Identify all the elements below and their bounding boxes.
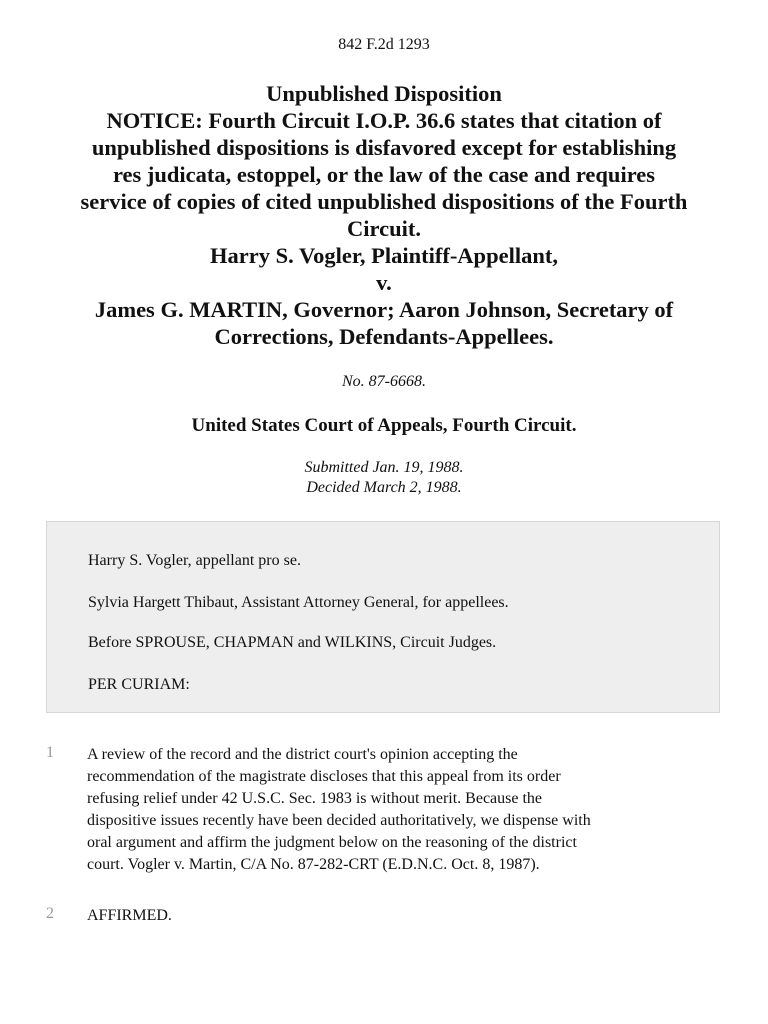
paragraph-line: dispositive issues recently have been decided authoritatively, we dispense with: [87, 812, 591, 829]
case-dates: [0, 458, 768, 498]
paragraph-line: recommendation of the magistrate discloses that this appeal from its order: [87, 768, 561, 785]
title-line: James G. MARTIN, Governor; Aaron Johnson, Secretary of: [94, 297, 674, 322]
title-line: res judicata, estoppel, or the law of the case and requires: [112, 162, 656, 187]
paragraph-text: [87, 744, 727, 876]
case-citation: 842 F.2d 1293: [338, 36, 430, 53]
paragraph-number: 1: [46, 744, 54, 761]
title-line: Harry S. Vogler, Plaintiff-Appellant,: [210, 243, 558, 268]
title-line: service of copies of cited unpublished dispositions of the Fourth: [80, 189, 688, 214]
paragraph-line: A review of the record and the district court's opinion accepting the: [87, 746, 518, 763]
title-line: Circuit.: [347, 216, 421, 241]
submitted-date: Submitted Jan. 19, 1988.: [304, 459, 464, 476]
docket-number: No. 87-6668.: [342, 373, 426, 390]
decided-date: Decided March 2, 1988.: [306, 479, 462, 496]
paragraph-line: court. Vogler v. Martin, C/A No. 87-282-CRT (E.D.N.C. Oct. 8, 1987).: [87, 856, 540, 873]
title-line: v.: [376, 270, 392, 295]
judicial-panel: Before SPROUSE, CHAPMAN and WILKINS, Circuit Judges.: [88, 634, 497, 651]
per-curiam-label: PER CURIAM:: [88, 676, 190, 693]
title-line: Unpublished Disposition: [266, 81, 502, 106]
court-name: United States Court of Appeals, Fourth Circuit.: [191, 415, 577, 436]
appellee-counsel: Sylvia Hargett Thibaut, Assistant Attorney General, for appellees.: [88, 594, 509, 611]
paragraph-line: refusing relief under 42 U.S.C. Sec. 1983 is without merit. Because the: [87, 790, 543, 807]
paragraph-number: 2: [46, 905, 54, 922]
case-title: [40, 80, 728, 350]
disposition: AFFIRMED.: [87, 907, 172, 924]
paragraph-text: [87, 905, 727, 927]
title-line: Corrections, Defendants-Appellees.: [214, 324, 554, 349]
paragraph-line: oral argument and affirm the judgment below on the reasoning of the district: [87, 834, 577, 851]
appellant-counsel: Harry S. Vogler, appellant pro se.: [88, 552, 301, 569]
counsel-box: [46, 521, 720, 713]
title-line: unpublished dispositions is disfavored except for establishing: [91, 135, 677, 160]
title-line: NOTICE: Fourth Circuit I.O.P. 36.6 states that citation of: [106, 108, 662, 133]
